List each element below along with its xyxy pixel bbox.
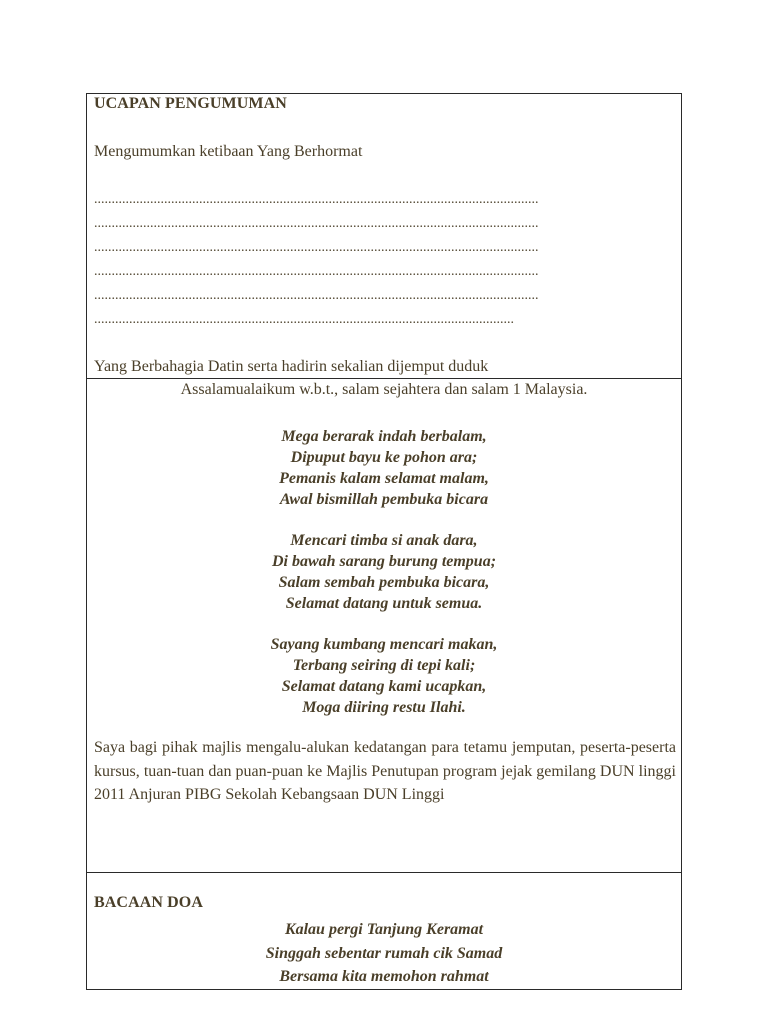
- pantun-stanza: [87, 634, 681, 718]
- section-heading: UCAPAN PENGUMUMAN: [94, 95, 287, 112]
- pantun-line: Di bawah sarang burung tempua;: [271, 553, 497, 570]
- pantun-line: Mega berarak indah berbalam,: [281, 428, 487, 445]
- dotted-line: ...............................................................................................................................: [94, 288, 539, 303]
- welcome-paragraph: Saya bagi pihak majlis mengalu-alukan kedatangan para tetamu jemputan, peserta-peserta kursus, tuan-tuan dan puan-puan ke Majlis Penutupan program jejak gemilang DUN linggi 2011 Anjuran PIBG Sekolah Kebangsaan DUN Linggi: [94, 739, 676, 803]
- pantun-line: Sayang kumbang mencari makan,: [270, 636, 498, 653]
- section-heading: BACAAN DOA: [94, 894, 203, 911]
- announcement-cell: [87, 94, 681, 378]
- announcement-text: Mengumumkan ketibaan Yang Berhormat: [94, 143, 363, 160]
- dotted-line: ........................................................................................................................: [94, 312, 514, 327]
- pantun-line: Awal bismillah pembuka bicara: [279, 491, 489, 508]
- pantun-line: Mencari timba si anak dara,: [290, 532, 478, 549]
- dotted-line: ...............................................................................................................................: [94, 192, 539, 207]
- prayer-cell: [87, 872, 681, 989]
- pantun-line: Moga diiring restu Ilahi.: [302, 699, 466, 716]
- verse-line: Singgah sebentar rumah cik Samad: [265, 944, 503, 962]
- pantun-stanza: [87, 426, 681, 510]
- invitation-text: Yang Berbahagia Datin serta hadirin sekalian dijemput duduk: [94, 358, 489, 375]
- verse-line: Bersama kita memohon rahmat: [279, 968, 489, 985]
- verse-line: Kalau pergi Tanjung Keramat: [284, 921, 484, 938]
- pantun-line: Selamat datang untuk semua.: [285, 595, 483, 612]
- pantun-line: Pemanis kalam selamat malam,: [279, 470, 489, 487]
- pantun-line: Selamat datang kami ucapkan,: [281, 678, 487, 695]
- speech-table: [86, 93, 682, 990]
- greeting-text: Assalamualaikum w.b.t., salam sejahtera dan salam 1 Malaysia.: [180, 381, 588, 398]
- pantun-line: Dipuput bayu ke pohon ara;: [290, 449, 478, 466]
- dotted-line: ...............................................................................................................................: [94, 264, 539, 279]
- pantun-line: Salam sembah pembuka bicara,: [278, 574, 490, 591]
- dotted-line: ...............................................................................................................................: [94, 216, 539, 231]
- welcome-cell: [87, 378, 681, 872]
- pantun-stanza: [87, 530, 681, 614]
- prayer-verse: [87, 918, 681, 989]
- dotted-line: ...............................................................................................................................: [94, 240, 539, 255]
- pantun-line: Terbang seiring di tepi kali;: [292, 657, 476, 674]
